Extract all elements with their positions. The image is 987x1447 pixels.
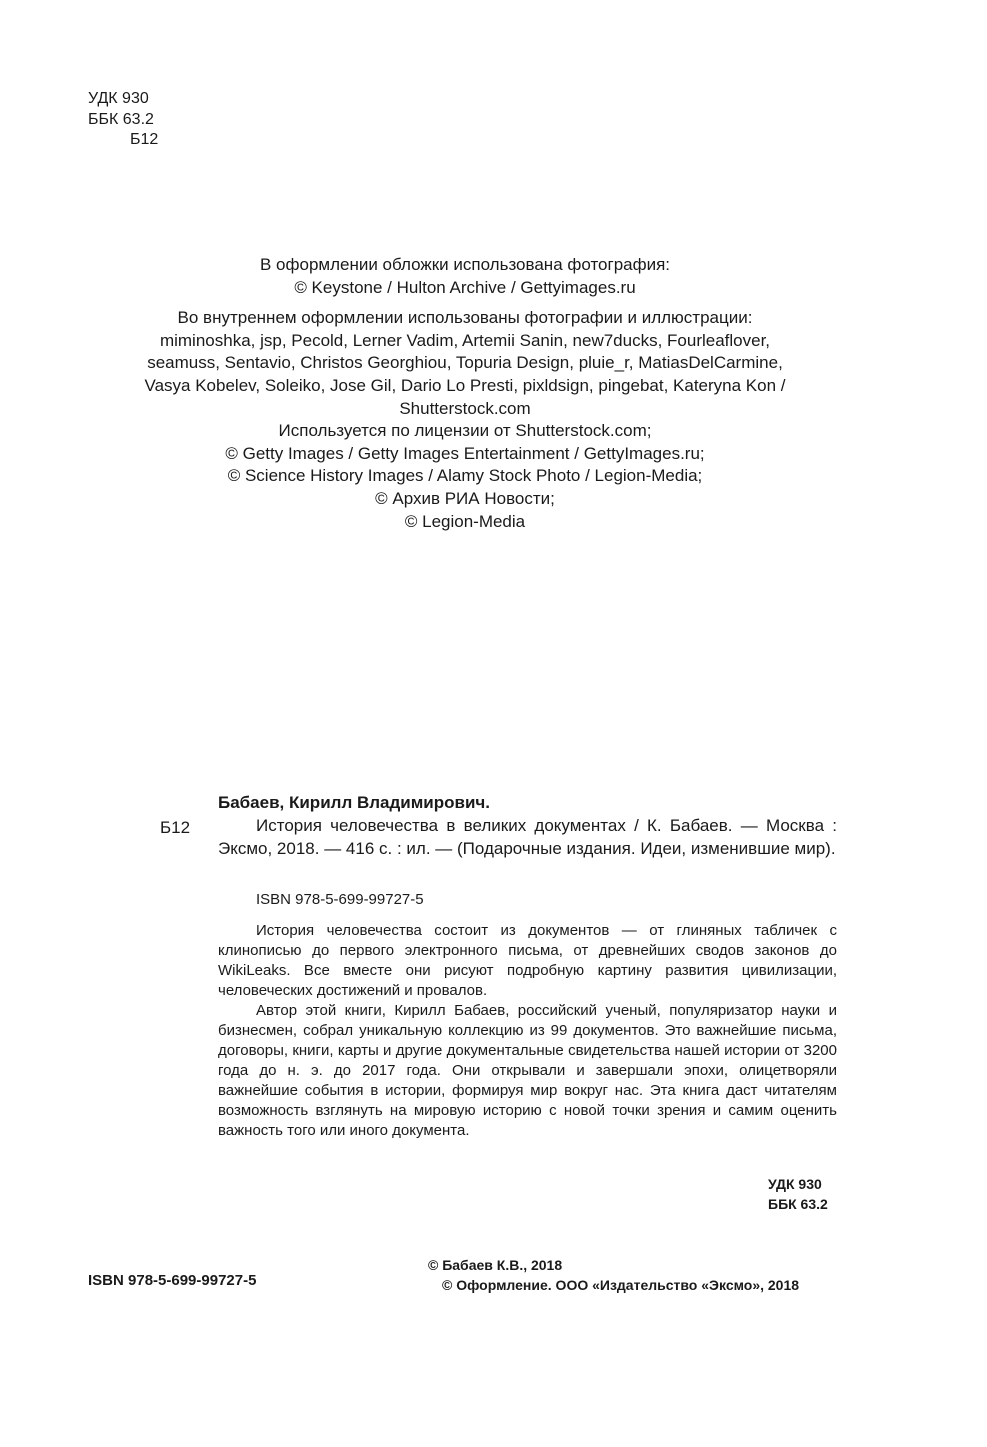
bbk-code: ББК 63.2 xyxy=(88,110,154,128)
inner-credit-line: Vasya Kobelev, Soleiko, Jose Gil, Dario Lo Presti, pixldsign, pingebat, Kateryna Kon / xyxy=(144,375,786,395)
copyright-block xyxy=(428,1255,799,1295)
copyright-design: © Оформление. ООО «Издательство «Эксмо», 2018 xyxy=(442,1277,800,1293)
annotation-paragraph: История человечества состоит из документов — от глиняных табличек с клинописью до первого электронного письма, от древнейших сводов законов до WikiLeaks. Все вместе они рисуют подробную картину развития цивилизации, человеческих достижений и провалов. xyxy=(218,922,837,999)
annotation xyxy=(218,921,837,1141)
cover-credit-title: В оформлении обложки использована фотография: xyxy=(259,255,671,274)
copyright-author: © Бабаев К.В., 2018 xyxy=(428,1257,563,1273)
bibliographic-description xyxy=(218,815,837,860)
udk-code: УДК 930 xyxy=(88,90,149,107)
footer-isbn: ISBN 978-5-699-99727-5 xyxy=(88,1272,257,1289)
catalog-author: Бабаев, Кирилл Владимирович. xyxy=(218,793,491,812)
inner-credit-line: Используется по лицензии от Shutterstock.com; xyxy=(278,421,652,441)
inner-credit-line: © Science History Images / Alamy Stock Photo / Legion-Media; xyxy=(227,466,703,486)
author-mark: Б12 xyxy=(130,131,159,148)
cover-credit-source: © Keystone / Hulton Archive / Gettyimages.ru xyxy=(294,277,636,297)
udk-block-bottom xyxy=(768,1174,828,1214)
udk-code: УДК 930 xyxy=(768,1176,822,1192)
inner-credit-line: seamuss, Sentavio, Christos Georghiou, Topuria Design, pluie_r, MatiasDelCarmine, xyxy=(147,353,783,373)
photo-credits xyxy=(60,254,870,533)
inner-credit-line: miminoshka, jsp, Pecold, Lerner Vadim, Artemii Sanin, new7ducks, Fourleaflover, xyxy=(159,330,771,350)
bbk-code: ББК 63.2 xyxy=(768,1196,828,1212)
inner-credit-line: Во внутреннем оформлении использованы фотографии и иллюстрации: xyxy=(177,308,753,328)
catalog-isbn: ISBN 978-5-699-99727-5 xyxy=(256,891,424,908)
inner-credit-line: Shutterstock.com xyxy=(399,398,531,418)
inner-credit-line: © Legion-Media xyxy=(404,511,526,531)
catalog-author-mark: Б12 xyxy=(160,818,191,837)
inner-credit-line: © Getty Images / Getty Images Entertainment / GettyImages.ru; xyxy=(225,443,705,463)
inner-credit-line: © Архив РИА Новости; xyxy=(375,488,555,508)
annotation-paragraph: Автор этой книги, Кирилл Бабаев, российский ученый, популяризатор науки и бизнесмен, собрал уникальную коллекцию из 99 документов. Это важнейшие письма, договоры, книги, карты и другие документальные свидетельства нашей истории от 3200 года до н. э. до 2017 года. Они открывали и завершали эпохи, олицетворяли важнейшие события в истории, формируя мир вокруг нас. Эта книга даст читателям возможность взглянуть на мировую историю с новой точки зрения и самим оценить важность того или иного документа. xyxy=(218,1002,837,1139)
udk-block-top xyxy=(88,89,158,151)
bibliographic-text: История человечества в великих документах / К. Бабаев. — Москва : Эксмо, 2018. — 416 с. : ил. — (Подарочные издания. Идеи, изменившие мир). xyxy=(218,816,837,858)
